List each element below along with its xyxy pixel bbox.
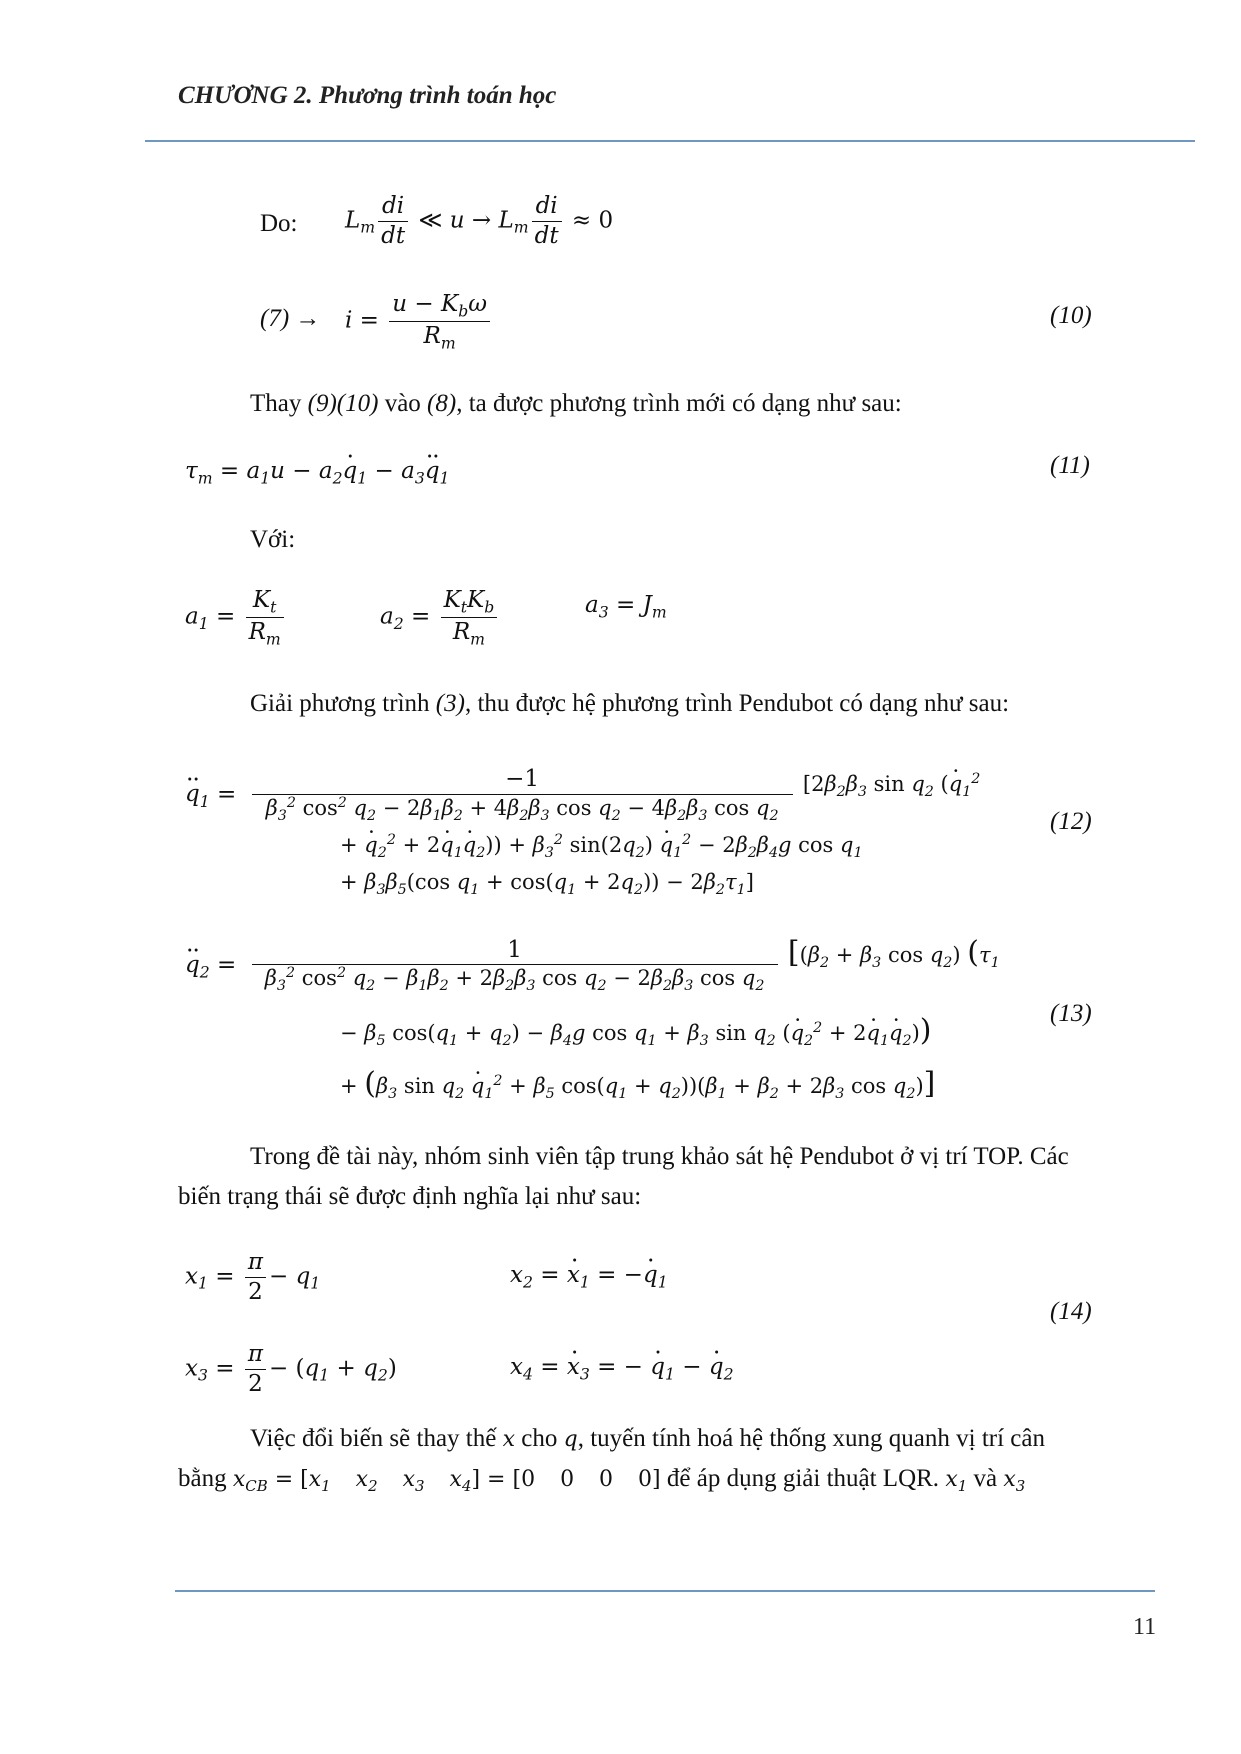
equation-number-12: (12) xyxy=(1050,808,1092,835)
equation-a1: $a_1$ = $\frac{K_t}{R_m}$ xyxy=(185,586,287,649)
equation-12-line-3: + $\beta_3\beta_5(\cos$ $q_1 + \cos(q_1 + 2q_2)) - 2\beta_2\tau_1$] xyxy=(340,870,754,898)
equation-a2: $a_2$ = $\frac{K_tK_b}{R_m}$ xyxy=(380,586,500,649)
paragraph-trong-line-2: biến trạng thái sẽ được định nghĩa lại như sau: xyxy=(178,1183,642,1210)
voi-label: Với: xyxy=(250,526,296,553)
paragraph-viec-line-2: bằng $x_{CB} = [x_1$ $x_2$ $x_3$ $x_4] = [0$ 0 0 0] để áp dụng giải thuật LQR. $x_1$ và $x_3$ xyxy=(178,1465,1026,1496)
equation-11: $\tau_m = a_1u - a_2q \cdot_1 - a_3q \cdot\cdot_1$ xyxy=(185,458,450,487)
equation-number-10: (10) xyxy=(1050,302,1092,329)
equation-a3: $a_3 = J_m$ xyxy=(585,592,667,622)
equation-number-13: (13) xyxy=(1050,1000,1092,1027)
paragraph-giai: Giải phương trình (3), thu được hệ phương trình Pendubot có dạng như sau: xyxy=(250,690,1010,717)
equation-10: i = $\frac{u - K_b\omega}{R_m}$ xyxy=(345,290,493,353)
equation-x4: $x_4 = x \cdot_3$ = − $q \cdot_1 - q \cdot_2$ xyxy=(510,1354,734,1383)
equation-12-line-2: + $q \cdot_2^2 + 2q \cdot_1q \cdot_2)) + \beta_3^2$ $\sin(2q_2)$ $q \cdot_1^2 - 2\beta_2\beta_4g$ $\cos q_1$ xyxy=(340,832,863,861)
equation-x1: $x_1$ = $\frac{\pi}{2}$ − $q_1$ xyxy=(185,1249,321,1305)
paragraph-trong-line-1: Trong đề tài này, nhóm sinh viên tập trung khảo sát hệ Pendubot ở vị trí TOP. Các xyxy=(250,1143,1069,1170)
equation-x3: $x_3$ = $\frac{\pi}{2}$ − $(q_1 + q_2)$ xyxy=(185,1341,397,1397)
footer-rule xyxy=(175,1590,1155,1592)
paragraph-viec-line-1: Việc đổi biến sẽ thay thế x cho q, tuyến tính hoá hệ thống xung quanh vị trí cân xyxy=(250,1425,1045,1452)
page-number: 11 xyxy=(1133,1614,1157,1640)
equation-13-line-1: $q \cdot\cdot_2$ = $\frac{1}{\beta_3^2 \cos^2 q_2 - \beta_1\beta_2 + 2\beta_2\beta_3 \cos q_2 - 2\beta_2\beta_3 \cos q_2}$ [($\beta_2 + \beta_3$ $\cos q_2$) ($\tau_1$ xyxy=(185,935,1000,996)
paragraph-thay: Thay (9)(10) vào (8), ta được phương trình mới có dạng như sau: xyxy=(250,390,902,417)
equation-approx: $L_m$ $\frac{di}{dt}$ ≪ $u \to L_m$ $\frac{di}{dt}$ ≈ 0 xyxy=(345,193,614,249)
equation-12-line-1: $q \cdot\cdot_1$ = $\frac{-1}{\beta_3^2 \cos^2 q_2 - 2\beta_1\beta_2 + 4\beta_2\beta_3 \cos q_2 - 4\beta_2\beta_3 \cos q_2}$ [$2\beta_2\beta_3$ $\sin q_2$ ($q \cdot_1^2$ xyxy=(185,765,980,826)
header-rule xyxy=(145,140,1195,142)
chapter-title: CHƯƠNG 2. Phương trình toán học xyxy=(178,82,557,109)
do-label: Do: xyxy=(260,210,298,237)
eq7-reference: (7) → xyxy=(260,305,321,332)
equation-number-11: (11) xyxy=(1050,452,1090,479)
equation-x2: $x_2 = x \cdot_1 = -q \cdot_1$ xyxy=(510,1262,668,1291)
equation-13-line-2: − $\beta_5$ $\cos(q_1 + q_2) - \beta_4g$ $\cos q_1 + \beta_3$ $\sin q_2$ $(q \cdot_2^2 + 2q \cdot_1q \cdot_2)$) xyxy=(340,1013,932,1049)
equation-13-line-3: + ($\beta_3$ $\sin q_2$ $q \cdot_1^2 + \beta_5$ $\cos(q_1 + q_2))(\beta_1 + \beta_2 + 2\beta_3$ $\cos q_2$)] xyxy=(340,1066,935,1102)
equation-number-14: (14) xyxy=(1050,1298,1092,1325)
